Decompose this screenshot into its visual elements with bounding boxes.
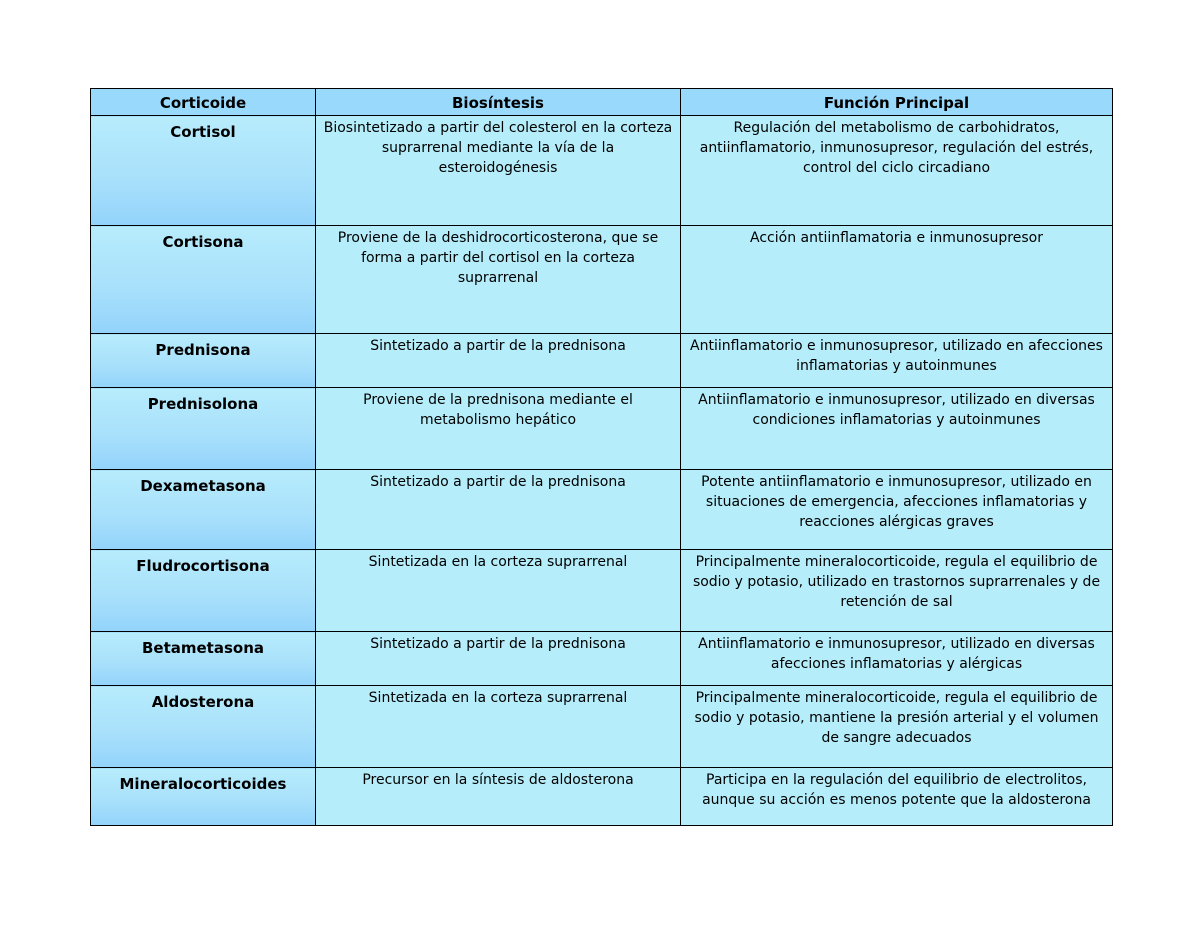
table-row <box>91 226 1113 334</box>
function-cell: Potente antiinflamatorio e inmunosupresor, utilizado en situaciones de emergencia, afecciones inflamatorias y reacciones alérgicas graves <box>681 470 1113 550</box>
function-cell: Participa en la regulación del equilibrio de electrolitos, aunque su acción es menos potente que la aldosterona <box>681 768 1113 826</box>
table-row <box>91 334 1113 388</box>
header-biosintesis: Biosíntesis <box>316 89 681 116</box>
function-cell: Acción antiinflamatoria e inmunosupresor <box>681 226 1113 334</box>
biosynthesis-cell: Sintetizado a partir de la prednisona <box>316 334 681 388</box>
table-row <box>91 768 1113 826</box>
corticoid-name: Mineralocorticoides <box>91 768 316 826</box>
biosynthesis-cell: Sintetizado a partir de la prednisona <box>316 632 681 686</box>
table-row <box>91 116 1113 226</box>
biosynthesis-cell: Sintetizado a partir de la prednisona <box>316 470 681 550</box>
biosynthesis-cell: Sintetizada en la corteza suprarrenal <box>316 550 681 632</box>
corticoid-name: Betametasona <box>91 632 316 686</box>
corticoid-table <box>90 88 1113 826</box>
corticoid-name: Prednisona <box>91 334 316 388</box>
table-row <box>91 470 1113 550</box>
function-cell: Antiinflamatorio e inmunosupresor, utilizado en afecciones inflamatorias y autoinmunes <box>681 334 1113 388</box>
header-corticoide: Corticoide <box>91 89 316 116</box>
biosynthesis-cell: Biosintetizado a partir del colesterol en la corteza suprarrenal mediante la vía de la esteroidogénesis <box>316 116 681 226</box>
table-row <box>91 388 1113 470</box>
function-cell: Antiinflamatorio e inmunosupresor, utilizado en diversas condiciones inflamatorias y autoinmunes <box>681 388 1113 470</box>
function-cell: Regulación del metabolismo de carbohidratos, antiinflamatorio, inmunosupresor, regulación del estrés, control del ciclo circadiano <box>681 116 1113 226</box>
corticoid-name: Dexametasona <box>91 470 316 550</box>
biosynthesis-cell: Proviene de la deshidrocorticosterona, que se forma a partir del cortisol en la corteza suprarrenal <box>316 226 681 334</box>
function-cell: Antiinflamatorio e inmunosupresor, utilizado en diversas afecciones inflamatorias y alérgicas <box>681 632 1113 686</box>
table-row <box>91 686 1113 768</box>
corticoid-name: Prednisolona <box>91 388 316 470</box>
table-header-row <box>91 89 1113 116</box>
function-cell: Principalmente mineralocorticoide, regula el equilibrio de sodio y potasio, utilizado en trastornos suprarrenales y de retención de sal <box>681 550 1113 632</box>
corticoid-name: Aldosterona <box>91 686 316 768</box>
corticoid-name: Cortisona <box>91 226 316 334</box>
table-row <box>91 550 1113 632</box>
biosynthesis-cell: Precursor en la síntesis de aldosterona <box>316 768 681 826</box>
corticoid-name: Fludrocortisona <box>91 550 316 632</box>
table-row <box>91 632 1113 686</box>
biosynthesis-cell: Sintetizada en la corteza suprarrenal <box>316 686 681 768</box>
biosynthesis-cell: Proviene de la prednisona mediante el metabolismo hepático <box>316 388 681 470</box>
corticoid-name: Cortisol <box>91 116 316 226</box>
function-cell: Principalmente mineralocorticoide, regula el equilibrio de sodio y potasio, mantiene la presión arterial y el volumen de sangre adecuados <box>681 686 1113 768</box>
header-funcion-principal: Función Principal <box>681 89 1113 116</box>
